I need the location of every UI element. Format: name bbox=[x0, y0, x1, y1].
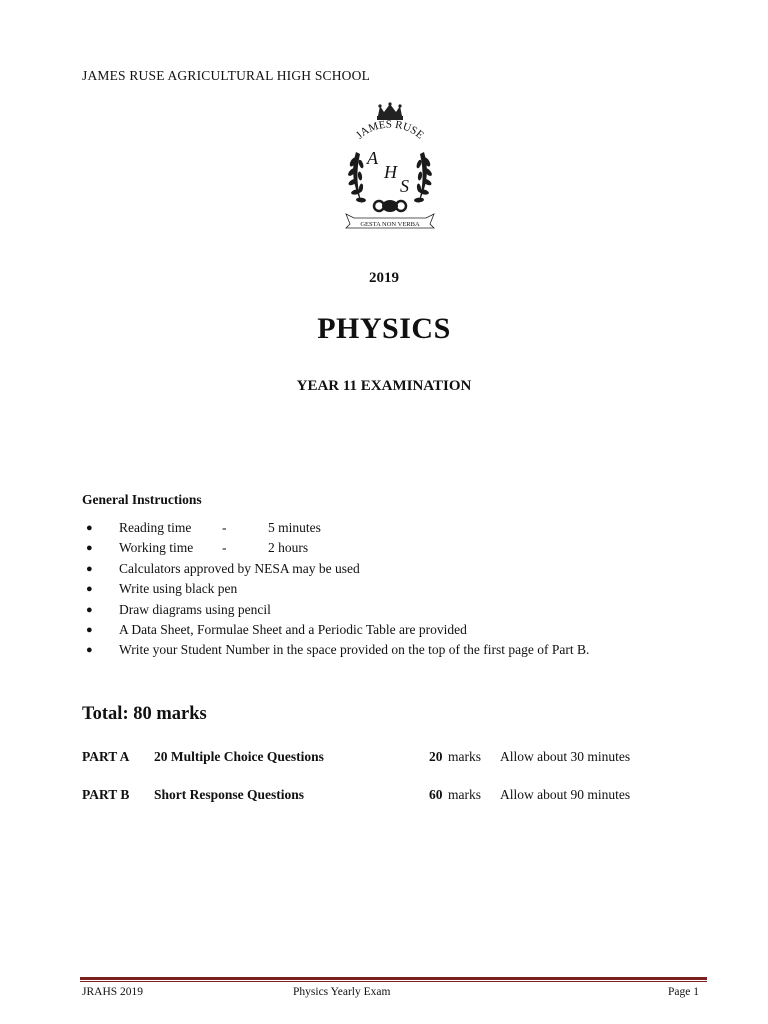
bullet-icon: ● bbox=[86, 644, 93, 657]
footer-center: Physics Yearly Exam bbox=[293, 986, 391, 998]
general-instructions-heading: General Instructions bbox=[82, 492, 202, 507]
instruction-value: 5 minutes bbox=[268, 520, 321, 535]
bullet-icon: ● bbox=[86, 562, 93, 575]
part-marks: 60 bbox=[429, 787, 443, 802]
motto-banner bbox=[346, 214, 434, 228]
instruction-text: Calculators approved by NESA may be used bbox=[119, 560, 360, 576]
part-name: PART A bbox=[82, 749, 130, 764]
part-b-row bbox=[82, 787, 702, 807]
instruction-label: Reading time bbox=[119, 520, 192, 535]
part-marks-word: marks bbox=[448, 749, 481, 764]
exam-title: YEAR 11 EXAMINATION bbox=[296, 378, 472, 394]
part-name: PART B bbox=[82, 787, 130, 802]
footer-left: JRAHS 2019 bbox=[82, 986, 144, 998]
footer-rule-thin bbox=[80, 981, 707, 982]
part-marks-word: marks bbox=[448, 787, 481, 802]
instruction-text: Write your Student Number in the space provided on the top of the first page of Part B. bbox=[119, 642, 590, 658]
bullet-icon: ● bbox=[86, 522, 93, 534]
crest-letter-s: S bbox=[400, 176, 409, 196]
subject-title: PHYSICS bbox=[317, 312, 451, 345]
instruction-dash: - bbox=[222, 520, 227, 535]
crown-icon bbox=[377, 102, 403, 120]
instruction-text: Write using black pen bbox=[119, 581, 238, 597]
part-time: Allow about 90 minutes bbox=[500, 787, 631, 802]
instruction-value: 2 hours bbox=[268, 540, 309, 556]
part-time: Allow about 30 minutes bbox=[500, 749, 631, 764]
footer-rule bbox=[80, 977, 707, 980]
part-description: Short Response Questions bbox=[154, 787, 305, 802]
school-name: JAMES RUSE AGRICULTURAL HIGH SCHOOL bbox=[82, 68, 371, 83]
school-crest-logo bbox=[340, 102, 440, 232]
instruction-text: Draw diagrams using pencil bbox=[119, 601, 271, 617]
bullet-icon: ● bbox=[86, 603, 93, 616]
part-marks: 20 bbox=[429, 749, 443, 764]
exam-year: 2019 bbox=[369, 270, 399, 286]
ram-head-icon bbox=[374, 200, 406, 212]
crest-letter-h: H bbox=[384, 162, 397, 182]
page-number: Page 1 bbox=[668, 986, 699, 998]
bullet-icon: ● bbox=[86, 583, 93, 596]
part-a-row bbox=[82, 749, 702, 769]
crest-top-text: JAMES RUSE bbox=[353, 118, 426, 142]
crest-motto: GESTA NON VERBA bbox=[360, 221, 420, 228]
bullet-icon: ● bbox=[86, 542, 93, 555]
instruction-dash: - bbox=[222, 540, 227, 556]
instruction-text: A Data Sheet, Formulae Sheet and a Periodic Table are provided bbox=[119, 621, 467, 637]
svg-text:JAMES RUSE bbox=[354, 119, 426, 142]
total-marks: Total: 80 marks bbox=[82, 704, 207, 724]
part-description: 20 Multiple Choice Questions bbox=[154, 749, 324, 764]
crest-letter-a: A bbox=[367, 148, 378, 168]
bullet-icon: ● bbox=[86, 623, 93, 636]
instruction-label: Working time bbox=[119, 540, 194, 556]
